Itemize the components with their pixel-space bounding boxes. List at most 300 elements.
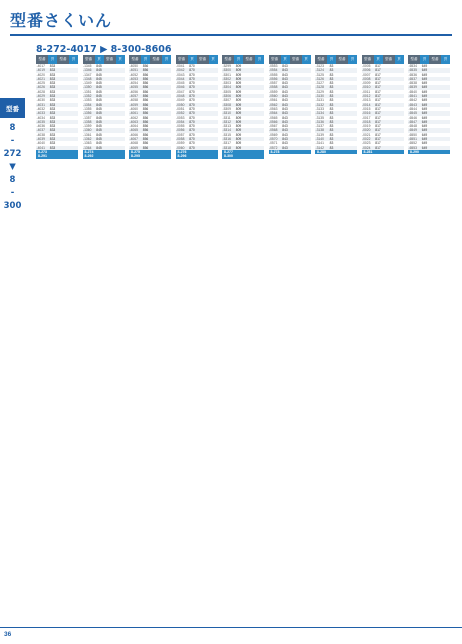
model-number: -6538: [408, 81, 417, 86]
model-number: -1359: [83, 124, 92, 129]
model-number: -1364: [83, 145, 92, 150]
page-ref: 809: [235, 128, 242, 133]
page-ref: 817: [375, 89, 381, 94]
model-number: -0007: [362, 72, 371, 77]
model-number: -6545: [408, 111, 417, 116]
page-ref: 809: [235, 111, 242, 116]
model-number: -4035: [36, 119, 45, 124]
group-label-row: [408, 150, 450, 154]
model-number: -5310: [222, 111, 231, 116]
page-ref: 845: [96, 111, 102, 116]
model-number: -0021: [362, 132, 371, 137]
page-ref: 845: [96, 132, 102, 137]
page-ref: 833: [49, 64, 56, 68]
model-number: -0046: [176, 85, 185, 90]
page-ref: 809: [235, 94, 242, 99]
page-ref: 843: [282, 85, 288, 90]
page-ref: 833: [49, 119, 56, 124]
model-number: -1350: [83, 85, 92, 90]
header-model: 型番: [105, 57, 114, 61]
group-label-row: [83, 154, 125, 158]
page-ref: 843: [282, 98, 288, 103]
model-number: -0058: [176, 137, 185, 142]
page-ref: 817: [375, 81, 381, 86]
model-number: -4053: [129, 76, 138, 81]
model-number: -0043: [176, 72, 185, 77]
model-number: -0013: [362, 98, 371, 103]
model-number: -3126: [315, 76, 324, 81]
model-number: -5316: [222, 137, 231, 142]
model-number: -4065: [129, 128, 138, 133]
page-ref: 870: [189, 89, 195, 94]
header-model: 型番: [224, 57, 232, 61]
page-ref: 856: [142, 137, 149, 142]
page-ref: 809: [235, 76, 242, 81]
column-header: [222, 55, 264, 64]
page-ref: 856: [142, 115, 149, 120]
model-number: -4064: [129, 124, 138, 129]
page-ref: 843: [282, 145, 288, 150]
page-ref: 809: [235, 102, 242, 107]
model-number: -0567: [269, 124, 278, 129]
page-ref: 817: [375, 111, 381, 116]
group-label-row: [315, 150, 357, 154]
model-number: -1352: [83, 94, 92, 99]
model-number: -3128: [315, 85, 324, 90]
model-number: -3124: [315, 68, 324, 73]
model-number: -3134: [315, 111, 324, 116]
model-number: -3135: [315, 115, 324, 120]
model-number: -3133: [315, 106, 324, 111]
model-number: -0011: [362, 89, 371, 94]
page-ref: 817: [375, 119, 381, 124]
model-number: -0553: [269, 64, 278, 68]
page-ref: 649: [421, 98, 428, 103]
page-ref: 843: [282, 119, 288, 124]
header-page: 頁: [95, 55, 104, 64]
model-number: -0059: [176, 141, 185, 146]
page-ref: 870: [189, 98, 195, 103]
index-column: [36, 55, 78, 159]
column-header: [315, 55, 357, 64]
header-model: 型番: [131, 57, 139, 61]
model-number: -6548: [408, 124, 417, 129]
model-number: -6552: [408, 141, 417, 146]
group-label-row: [36, 154, 78, 158]
model-number: -6542: [408, 98, 417, 103]
model-number: -0047: [176, 89, 185, 94]
model-number: -4057: [129, 94, 138, 99]
model-number: -6544: [408, 106, 417, 111]
index-column: [176, 55, 218, 159]
side-range-line: 8: [9, 175, 16, 185]
group-label: 8-275: [131, 149, 140, 154]
page-ref: 833: [49, 137, 56, 142]
page-ref: 809: [235, 124, 242, 129]
page-ref: 809: [235, 137, 242, 142]
model-number: -6546: [408, 115, 417, 120]
page-ref: 870: [189, 76, 195, 81]
model-number: -1360: [83, 128, 92, 133]
model-number: -0015: [362, 106, 371, 111]
page-ref: 83: [329, 98, 334, 103]
index-column: [222, 55, 264, 159]
page-ref: 845: [96, 68, 102, 73]
model-number: -4038: [36, 132, 45, 137]
model-number: -0060: [176, 145, 185, 150]
header-page: 頁: [234, 55, 243, 64]
index-column: [315, 55, 357, 154]
page-ref: 845: [96, 128, 102, 133]
page-ref: 833: [49, 76, 56, 81]
model-number: -3140: [315, 137, 324, 142]
side-range-line: 8: [9, 123, 16, 133]
model-number: -0569: [269, 132, 278, 137]
model-number: -1363: [83, 141, 92, 146]
model-number: -4017: [36, 64, 45, 68]
page-ref: 817: [375, 132, 381, 137]
model-number: -5303: [222, 81, 231, 86]
page-ref: 870: [189, 128, 195, 133]
model-number: -1356: [83, 111, 92, 116]
page-ref: 845: [96, 81, 102, 86]
model-number: -0559: [269, 89, 278, 94]
model-number: -5317: [222, 141, 231, 146]
page-ref: 833: [49, 89, 56, 94]
header-page: 頁: [395, 55, 404, 64]
side-range-line: -: [10, 188, 15, 198]
model-number: -0556: [269, 76, 278, 81]
model-number: -4060: [129, 106, 138, 111]
model-number: -6551: [408, 137, 417, 142]
model-number: -1355: [83, 106, 92, 111]
model-number: -0005: [362, 64, 371, 68]
model-number: -3132: [315, 102, 324, 107]
model-number: -0056: [176, 128, 185, 133]
model-range-heading: 8-272-4017 ▶ 8-300-8606: [36, 44, 172, 55]
page-ref: 809: [235, 85, 242, 90]
page-ref: 83: [329, 141, 334, 146]
model-number: -1345: [83, 64, 92, 68]
page-ref: 845: [96, 85, 102, 90]
page-ref: 83: [329, 89, 334, 94]
group-label: 8-281: [363, 149, 373, 154]
page-ref: 843: [282, 115, 288, 120]
model-number: -3138: [315, 128, 324, 133]
column-header: [176, 55, 218, 64]
page-ref: 649: [421, 68, 428, 73]
page-ref: 845: [96, 72, 102, 77]
page-ref: 833: [49, 115, 56, 120]
model-number: -0050: [176, 102, 185, 107]
page-ref: 856: [142, 102, 149, 107]
page-ref: 833: [49, 98, 56, 103]
model-number: -3123: [315, 64, 324, 68]
model-number: -0017: [362, 115, 371, 120]
model-number: -0023: [362, 141, 371, 146]
page-ref: 817: [375, 106, 381, 111]
model-number: -4037: [36, 128, 45, 133]
header-model: 型番: [38, 57, 46, 61]
model-number: -5301: [222, 72, 231, 77]
page-ref: 817: [375, 64, 381, 68]
page-ref: 817: [375, 124, 381, 129]
page-ref: 817: [375, 94, 381, 99]
model-number: -1347: [83, 72, 92, 77]
page-ref: 83: [329, 132, 334, 137]
group-label: 8-278: [270, 149, 280, 154]
group-label: 8-290: [410, 149, 419, 154]
header-model: 型番: [384, 57, 393, 61]
group-label: 8-277: [224, 149, 233, 154]
model-number: -0009: [362, 81, 371, 86]
model-number: -5315: [222, 132, 231, 137]
model-number: -6547: [408, 119, 417, 124]
page-ref: 870: [189, 145, 195, 150]
page-ref: 843: [282, 141, 288, 146]
model-number: -3139: [315, 132, 324, 137]
index-column: [83, 55, 125, 159]
page-ref: 649: [421, 119, 428, 124]
group-label: 8-300: [224, 154, 233, 159]
footer-divider: [0, 627, 462, 628]
model-number: -3131: [315, 98, 324, 103]
model-number: -5300: [222, 68, 231, 73]
index-column: [362, 55, 404, 154]
page-ref: 843: [282, 81, 288, 86]
page-ref: 856: [142, 106, 149, 111]
page-ref: 817: [375, 68, 381, 73]
model-number: -5318: [222, 145, 231, 150]
header-page: 頁: [255, 55, 264, 64]
page-ref: 843: [282, 94, 288, 99]
model-number: -4068: [129, 141, 138, 146]
page-ref: 817: [375, 98, 381, 103]
page-ref: 856: [142, 89, 149, 94]
model-number: -5311: [222, 115, 231, 120]
index-column: [408, 55, 450, 154]
model-number: -0052: [176, 111, 185, 116]
header-page: 頁: [374, 55, 383, 64]
page-ref: 809: [235, 145, 242, 150]
page-ref: 649: [421, 72, 428, 77]
header-model: 型番: [270, 57, 279, 61]
model-number: -3125: [315, 72, 324, 77]
group-label: 8-296: [177, 154, 187, 159]
model-number: -0563: [269, 106, 278, 111]
page-ref: 649: [421, 111, 428, 116]
title-divider: [10, 34, 452, 36]
page-ref: 809: [235, 119, 242, 124]
model-number: -3130: [315, 94, 324, 99]
model-number: -0055: [176, 124, 185, 129]
page-ref: 83: [329, 81, 334, 86]
model-number: -0041: [176, 64, 185, 68]
model-number: -0049: [176, 98, 185, 103]
model-number: -5307: [222, 98, 231, 103]
model-number: -4019: [36, 68, 45, 73]
page-header: [10, 8, 452, 36]
header-page: 頁: [116, 55, 125, 64]
page-ref: 809: [235, 72, 242, 77]
header-model: 型番: [291, 57, 300, 61]
model-number: -5309: [222, 106, 231, 111]
model-number: -4028: [36, 89, 45, 94]
model-number: -5312: [222, 119, 231, 124]
page-ref: 856: [142, 85, 149, 90]
model-number: -4036: [36, 124, 45, 129]
page-ref: 845: [96, 64, 102, 68]
page-ref: 809: [235, 68, 242, 73]
column-header: [269, 55, 311, 64]
model-number: -4062: [129, 115, 138, 120]
model-number: -4040: [36, 141, 45, 146]
page-ref: 843: [282, 102, 288, 107]
model-number: -0570: [269, 137, 278, 142]
model-number: -4069: [129, 145, 138, 150]
model-number: -0053: [176, 115, 185, 120]
model-number: -4050: [129, 64, 138, 68]
page-ref: 817: [375, 137, 381, 142]
page-ref: 649: [421, 106, 428, 111]
header-page: 頁: [348, 55, 357, 64]
page-ref: 843: [282, 137, 288, 142]
header-page: 頁: [141, 55, 150, 64]
page-ref: 833: [49, 145, 56, 150]
page-ref: 870: [189, 64, 195, 68]
model-number: -0057: [176, 132, 185, 137]
header-page: 頁: [281, 55, 290, 64]
page-ref: 870: [189, 68, 195, 73]
page-ref: 870: [189, 115, 195, 120]
header-page: 頁: [420, 55, 429, 64]
model-number: -1351: [83, 89, 92, 94]
model-number: -5302: [222, 76, 231, 81]
page-ref: 817: [375, 141, 381, 146]
column-header: [362, 55, 404, 64]
group-label: 8-292: [84, 154, 94, 159]
model-number: -5313: [222, 124, 231, 129]
model-number: -0044: [176, 76, 185, 81]
page-ref: 845: [96, 145, 102, 150]
model-number: -1353: [83, 98, 92, 103]
page-ref: 845: [96, 76, 102, 81]
page-ref: 83: [329, 119, 334, 124]
page-ref: 870: [189, 106, 195, 111]
model-number: -4031: [36, 102, 45, 107]
model-number: -1362: [83, 137, 92, 142]
page-ref: 870: [189, 102, 195, 107]
page-ref: 856: [142, 68, 149, 73]
page-ref: 856: [142, 132, 149, 137]
model-number: -6543: [408, 102, 417, 107]
header-model: 型番: [198, 57, 207, 61]
side-index-tab[interactable]: 型番: [0, 98, 25, 118]
column-header: [36, 55, 78, 64]
model-number: -4063: [129, 119, 138, 124]
page-ref: 83: [329, 85, 334, 90]
model-number: -0054: [176, 119, 185, 124]
model-number: -6539: [408, 85, 417, 90]
page-ref: 845: [96, 94, 102, 99]
model-number: -4059: [129, 102, 138, 107]
page-ref: 809: [235, 106, 242, 111]
page-ref: 809: [235, 132, 242, 137]
page-ref: 843: [282, 124, 288, 129]
model-number: -0558: [269, 85, 278, 90]
model-number: -0561: [269, 98, 278, 103]
header-page: 頁: [69, 55, 78, 64]
page-ref: 649: [421, 128, 428, 133]
model-number: -5299: [222, 64, 231, 68]
column-header: [408, 55, 450, 64]
page-ref: 833: [49, 94, 56, 99]
page-ref: 817: [375, 72, 381, 77]
header-model: 型番: [177, 57, 186, 61]
model-number: -4067: [129, 137, 138, 142]
column-header: [83, 55, 125, 64]
header-page: 頁: [48, 55, 57, 64]
model-number: -0566: [269, 119, 278, 124]
page-ref: 870: [189, 141, 195, 146]
page-ref: 870: [189, 72, 195, 77]
side-range-line: 272: [3, 149, 22, 159]
model-number: -4025: [36, 81, 45, 86]
header-page: 頁: [441, 55, 450, 64]
page-ref: 843: [282, 89, 288, 94]
page-ref: 845: [96, 115, 102, 120]
model-number: -3127: [315, 81, 324, 86]
model-number: -4054: [129, 81, 138, 86]
model-number: -0572: [269, 145, 278, 150]
model-number: -0045: [176, 81, 185, 86]
model-number: -1348: [83, 76, 92, 81]
page-ref: 649: [421, 124, 428, 129]
page-ref: 856: [142, 128, 149, 133]
page-ref: 649: [421, 94, 428, 99]
page-ref: 870: [189, 119, 195, 124]
model-number: -4052: [129, 72, 138, 77]
page-ref: 809: [235, 64, 242, 68]
group-label-row: [362, 150, 404, 154]
page-ref: 856: [142, 64, 149, 68]
page-ref: 870: [189, 94, 195, 99]
page-ref: 845: [96, 124, 102, 129]
model-number: -4033: [36, 111, 45, 116]
group-label-row: [269, 150, 311, 154]
group-label-row: [222, 154, 264, 158]
model-number: -4020: [36, 72, 45, 77]
page-ref: 83: [329, 94, 334, 99]
header-model: 型番: [363, 57, 372, 61]
page-ref: 856: [142, 81, 149, 86]
model-number: -3137: [315, 124, 324, 129]
header-page: 頁: [188, 55, 197, 64]
model-number: -5304: [222, 85, 231, 90]
header-model: 型番: [59, 57, 67, 61]
page-ref: 649: [421, 115, 428, 120]
page-ref: 870: [189, 132, 195, 137]
model-index-table: [36, 55, 456, 625]
page-ref: 817: [375, 85, 381, 90]
model-number: -6550: [408, 132, 417, 137]
header-model: 型番: [317, 57, 325, 61]
side-range-line: ▼: [9, 162, 16, 172]
page-ref: 83: [329, 145, 334, 150]
page-ref: 83: [329, 137, 334, 142]
page-ref: 856: [142, 124, 149, 129]
model-number: -4032: [36, 106, 45, 111]
